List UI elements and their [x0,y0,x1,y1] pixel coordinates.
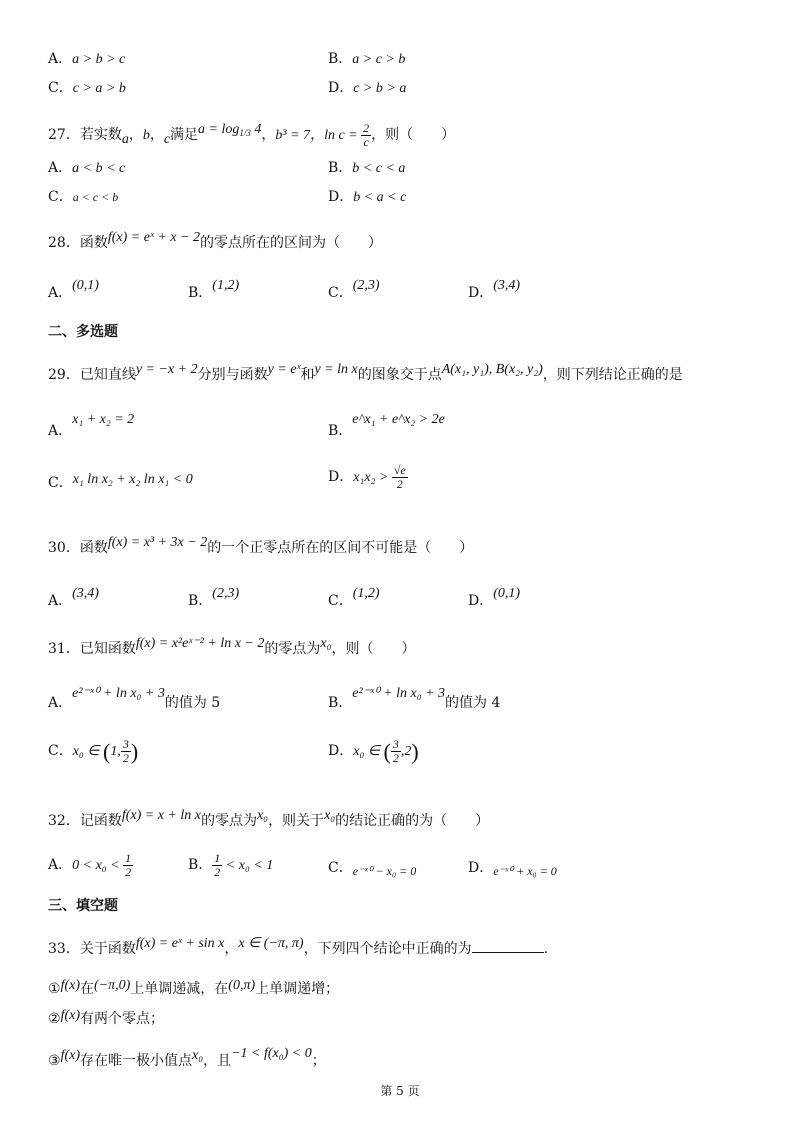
q27-option-a: A．a < b < c [48,160,126,176]
q32-stem: 32．记函数f(x) = x + ln x的零点为x₀，则关于x₀的结论正确的为（ ） [48,808,490,829]
q33-statement-1: ①f(x)在(−π,0)上单调递减，在(0,π)上单调递增； [48,978,340,997]
q33-stem: 33．关于函数f(x) = eˣ + sin x，x ∈ (−π, π)，下列四个结论中正确的为 . [48,936,549,957]
q32-option-a: A．0 < x₀ < $\frac{1}{2}$ [48,851,132,880]
answer-blank[interactable] [472,938,544,953]
q30-option-a: A．(3,4) [48,586,99,609]
q26-option-a: A．a > b > c [48,51,126,67]
q26-option-b: B．a > c > b [328,51,406,67]
q29-option-a: A．x₁ + x₂ = 2 [48,412,135,439]
page-number: 第 5 页 [380,1084,420,1098]
q30-option-d: D．(0,1) [468,586,521,609]
q27-option-b: B．b < c < a [328,160,406,176]
q32-option-c: C．e⁻ˣ⁰ − x₀ = 0 [328,860,417,878]
q33-statement-2: ②f(x)有两个零点； [48,1008,164,1027]
q30-option-c: C．(1,2) [328,586,380,609]
q31-option-b: B．e²⁻ˣ⁰ + ln x₀ + 3的值为 4 [328,686,501,711]
q27-stem: 27．若实数a，b，c满足$a = \log_{1/3} 4$，b³ = 7，ln c = $\frac{2}{c}$ ，则（ ） [48,121,456,150]
q31-option-a: A．e²⁻ˣ⁰ + ln x₀ + 3的值为 5 [48,686,221,711]
q28-option-d: D．(3,4) [468,278,521,301]
q30-option-b: B．(2,3) [188,586,240,609]
q26-option-d: D．c > b > a [328,80,407,96]
q29-option-d: D．x₁x₂ > $\frac{√e}{2}$ [328,463,406,492]
q30-stem: 30．函数f(x) = x³ + 3x − 2的一个正零点所在的区间不可能是（ ） [48,535,474,556]
q32-option-d: D．e⁻ˣ⁰ + x₀ = 0 [468,860,557,878]
q27-option-c: C．a < c < b [48,189,119,205]
q28-option-b: B．(1,2) [188,278,240,301]
q29-option-c: C．x₁ ln x₂ + x₂ ln x₁ < 0 [48,472,193,491]
section-heading-fill-blank: 三、填空题 [48,898,118,914]
q32-option-b: B． $\frac{1}{2}$ < x₀ < 1 [188,851,274,880]
q31-option-d: D．x₀ ∈ ( $\frac{3}{2}$ ,2) [328,737,419,766]
q26-option-c: C．c > a > b [48,80,126,96]
q31-stem: 31．已知函数f(x) = x²eˣ⁻² + ln x − 2的零点为x₀，则（ ） [48,636,416,657]
q28-stem: 28．函数f(x) = eˣ + x − 2的零点所在的区间为（ ） [48,230,382,251]
q29-stem: 29．已知直线y = −x + 2分别与函数y = eˣ和y = ln x的图象交于点A(x₁, y₁), B(x₂, y₂)，则下列结论正确的是 [48,362,683,383]
q33-statement-3: ③f(x)存在唯一极小值点x₀，且−1 < f(x₀) < 0； [48,1046,326,1069]
q28-option-c: C．(2,3) [328,278,380,301]
q31-option-c: C．x₀ ∈ (1, $\frac{3}{2}$ ) [48,737,139,766]
section-heading-multiple-choice: 二、多选题 [48,324,118,340]
q29-option-b: B．e^x₁ + e^x₂ > 2e [328,412,445,439]
q28-option-a: A．(0,1) [48,278,99,301]
q27-option-d: D．b < a < c [328,189,407,205]
